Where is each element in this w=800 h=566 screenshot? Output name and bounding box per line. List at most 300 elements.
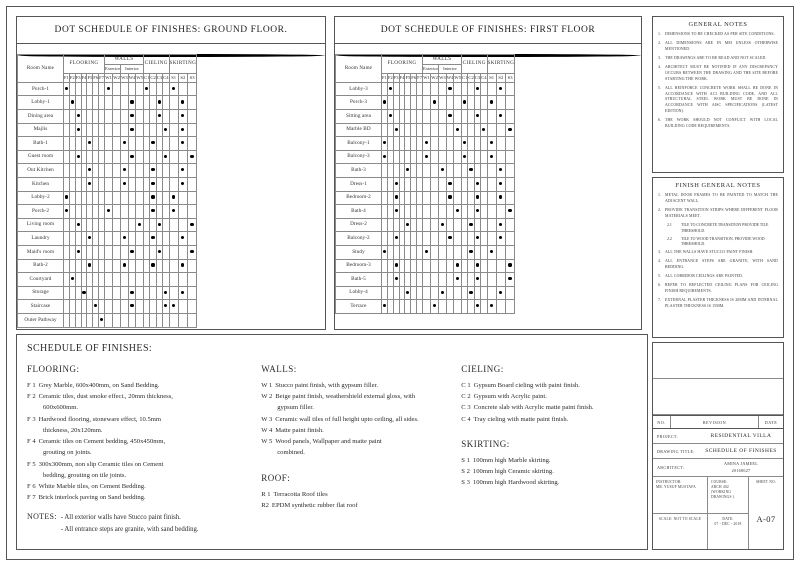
flooring-item-text: Hardwood flooring, stoneware effect, 10.5mm <box>38 415 162 423</box>
table-row[interactable] <box>18 110 197 124</box>
table-row[interactable] <box>336 110 515 124</box>
table-row[interactable] <box>336 245 515 259</box>
dot-cell <box>423 110 431 124</box>
flooring-item-code: F 4 <box>27 438 36 446</box>
skirting-item-text: 100mm high Marble skirting. <box>472 456 551 464</box>
dot-cell <box>169 137 178 151</box>
flooring-item-text: thickness, 20x120mm. <box>43 426 103 434</box>
dot-cell <box>121 123 129 137</box>
dot-cell <box>431 110 439 124</box>
instructor-cell <box>653 477 707 514</box>
title-block <box>652 342 784 550</box>
table-row[interactable] <box>336 218 515 232</box>
course-date-column <box>708 477 749 549</box>
dot-cell <box>454 137 462 151</box>
code-header-w5: W5 <box>454 73 462 82</box>
room-name-cell: Laundry <box>18 232 64 246</box>
dot-cell <box>439 82 447 96</box>
dot-cell <box>105 313 113 327</box>
cieling-heading: CIELING: <box>461 364 504 374</box>
roof-item-list <box>261 490 455 511</box>
flooring-note-line: - All entrance steps are granite, with sand bedding. <box>60 526 199 534</box>
dot-cell <box>121 245 129 259</box>
dot-marker <box>88 168 91 171</box>
table-row[interactable] <box>336 150 515 164</box>
finish-subnote-text: TILE TO CONCRETE TRANSITION PROVIDE TILE THRESHOLD. <box>681 222 769 233</box>
dot-cell <box>496 150 505 164</box>
dot-cell <box>454 164 462 178</box>
dot-marker <box>65 87 68 90</box>
dot-cell <box>128 82 136 96</box>
dot-cell <box>487 232 496 246</box>
dot-cell <box>113 137 121 151</box>
dot-cell <box>423 259 431 273</box>
project-row <box>653 429 783 444</box>
dot-marker <box>151 182 154 185</box>
finish-note <box>658 298 778 310</box>
skirting-item-text: 100mm high Hardwood skirting. <box>472 479 560 487</box>
finish-note <box>658 283 778 295</box>
dot-cell <box>178 177 187 191</box>
dot-marker <box>490 141 493 144</box>
dot-marker <box>499 114 502 117</box>
table-row[interactable] <box>18 218 197 232</box>
dot-cell <box>439 300 447 314</box>
dot-cell <box>487 300 496 314</box>
table-row[interactable] <box>18 96 197 110</box>
architect-id: 20168627 <box>731 467 751 473</box>
dot-marker <box>406 291 409 294</box>
cieling-item-code: C 4 <box>461 415 471 423</box>
dot-cell <box>454 191 462 205</box>
dot-marker <box>190 250 193 253</box>
dot-cell <box>431 205 439 219</box>
dot-cell <box>505 164 514 178</box>
dot-cell <box>505 110 514 124</box>
table-row[interactable] <box>336 177 515 191</box>
dot-cell <box>496 245 505 259</box>
finish-subnote <box>658 223 778 235</box>
dot-cell <box>487 82 496 96</box>
dot-cell <box>187 177 196 191</box>
code-header-w2: W2 <box>113 73 121 82</box>
dot-cell <box>187 137 196 151</box>
dot-cell <box>113 259 121 273</box>
dot-marker <box>395 195 398 198</box>
flooring-item-code: F 5 <box>27 460 36 468</box>
table-row[interactable] <box>18 177 197 191</box>
dot-cell <box>496 191 505 205</box>
dot-cell <box>169 313 178 327</box>
dot-cell <box>187 273 196 287</box>
dot-cell <box>105 177 113 191</box>
dot-marker <box>88 182 91 185</box>
dot-marker <box>425 250 428 253</box>
instructor-scale-column <box>653 477 708 549</box>
dot-marker <box>172 87 175 90</box>
dot-marker <box>395 277 398 280</box>
cieling-item-list <box>461 381 631 425</box>
code-header-f7: F7 <box>417 73 423 82</box>
general-notes-box <box>652 16 784 173</box>
dot-cell <box>487 218 496 232</box>
dot-marker <box>172 304 175 307</box>
dot-marker <box>151 195 154 198</box>
table-row[interactable] <box>336 259 515 273</box>
dot-cell <box>187 259 196 273</box>
dot-cell <box>496 137 505 151</box>
dot-cell <box>496 110 505 124</box>
dot-cell <box>446 123 454 137</box>
table-row[interactable] <box>18 232 197 246</box>
dot-cell <box>121 218 129 232</box>
dot-cell <box>178 286 187 300</box>
dot-cell <box>121 82 129 96</box>
dot-cell <box>431 82 439 96</box>
walls-item <box>261 381 455 391</box>
dot-cell <box>454 82 462 96</box>
roof-item <box>261 490 455 500</box>
walls-sub-header-interior: Interior <box>121 64 144 73</box>
dot-cell <box>136 259 144 273</box>
dot-cell <box>446 110 454 124</box>
dot-cell <box>113 286 121 300</box>
dot-cell <box>121 177 129 191</box>
walls-item <box>261 415 455 425</box>
left-column <box>12 12 652 554</box>
dot-cell <box>487 96 496 110</box>
dot-cell <box>454 150 462 164</box>
dot-cell <box>423 82 431 96</box>
dot-cell <box>505 191 514 205</box>
dot-marker <box>499 168 502 171</box>
group-header-walls: WALLS <box>105 54 144 64</box>
table-row[interactable] <box>336 286 515 300</box>
dot-cell <box>136 110 144 124</box>
dot-cell <box>113 191 121 205</box>
dot-marker <box>151 141 154 144</box>
dot-marker <box>456 277 459 280</box>
table-row[interactable] <box>18 313 197 327</box>
general-note-number: 5. <box>658 85 661 90</box>
dot-cell <box>454 110 462 124</box>
roof-item-code: R2 <box>261 501 269 509</box>
dot-cell <box>169 259 178 273</box>
dot-cell <box>121 205 129 219</box>
legend-title: SCHEDULE OF FINISHES: <box>27 343 153 354</box>
date-label: DATE: <box>722 516 734 521</box>
dot-marker <box>164 291 167 294</box>
general-note-text: THE DRAWINGS ARE TO BE READ AND NOT SCALED. <box>665 55 767 60</box>
table-row[interactable] <box>18 286 197 300</box>
dot-cell <box>128 150 136 164</box>
finish-note-text: ALL THE WALLS HAVE STUCCO PAINT FINISH. <box>665 250 754 255</box>
dot-marker <box>476 304 479 307</box>
room-name-cell: Porch-1 <box>18 82 64 96</box>
dot-cell <box>487 110 496 124</box>
dot-marker <box>181 141 184 144</box>
room-name-cell: Balcony-2 <box>336 232 382 246</box>
roof-item-text: EPDM synthetic rubber flat roof <box>271 501 358 509</box>
code-header-c4: C4 <box>481 73 487 82</box>
dot-cell <box>113 123 121 137</box>
dot-cell <box>431 245 439 259</box>
table-row[interactable] <box>336 232 515 246</box>
dot-cell <box>423 164 431 178</box>
dot-cell <box>113 205 121 219</box>
table-row[interactable] <box>336 300 515 314</box>
dot-marker <box>456 128 459 131</box>
dot-cell <box>187 205 196 219</box>
flooring-item <box>27 415 255 425</box>
dot-marker <box>456 209 459 212</box>
skirting-heading: SKIRTING: <box>461 438 510 449</box>
revision-blank-row[interactable] <box>653 379 783 415</box>
dot-cell <box>439 96 447 110</box>
table-row[interactable] <box>18 300 197 314</box>
table-row[interactable] <box>336 96 515 110</box>
room-name-cell: Outer Pathway <box>18 313 64 327</box>
table-row[interactable] <box>18 273 197 287</box>
dot-cell <box>423 123 431 137</box>
skirting-item-code: S 1 <box>461 456 470 464</box>
dot-marker <box>469 291 472 294</box>
dot-cell <box>487 150 496 164</box>
table-row[interactable] <box>18 191 197 205</box>
dot-cell <box>169 205 178 219</box>
dot-marker <box>181 114 184 117</box>
flooring-item <box>27 392 255 402</box>
dot-cell <box>439 110 447 124</box>
room-name-cell: Lobby-1 <box>18 96 64 110</box>
project-value: RESIDENTIAL VILLA <box>710 433 772 439</box>
dot-marker <box>88 236 91 239</box>
group-header-cieling: CIELING <box>144 54 170 73</box>
general-notes-title: GENERAL NOTES <box>688 21 748 28</box>
table-row[interactable] <box>336 273 515 287</box>
general-note <box>658 32 778 38</box>
revision-blank-row[interactable] <box>653 343 783 379</box>
dot-marker <box>158 114 161 117</box>
finish-subnote-number: 2.1 <box>667 222 672 227</box>
dot-marker <box>508 128 511 131</box>
table-row[interactable] <box>18 245 197 259</box>
dot-cell <box>446 245 454 259</box>
general-note-number: 1. <box>658 32 661 36</box>
dot-cell <box>487 191 496 205</box>
dot-cell <box>496 123 505 137</box>
dot-cell <box>496 273 505 287</box>
dot-cell <box>487 273 496 287</box>
dot-marker <box>130 155 133 158</box>
dot-marker <box>389 114 392 117</box>
dot-marker <box>181 182 184 185</box>
general-note-text: ARCHITECT MUST BE NOTIFIED IF ANY DISCREPANCY OCCURS BETWEEN THE DRAWING AND THE SITE BEFORE STARTING THE WORK. <box>665 65 778 81</box>
dot-cell <box>454 259 462 273</box>
general-note <box>658 65 778 83</box>
dot-marker <box>190 155 193 158</box>
dot-marker <box>463 155 466 158</box>
table-row[interactable] <box>18 164 197 178</box>
revision-rows <box>653 343 783 415</box>
dot-cell <box>423 177 431 191</box>
dot-cell <box>423 137 431 151</box>
dot-cell <box>105 123 113 137</box>
general-note <box>658 86 778 115</box>
dot-marker <box>71 100 74 103</box>
dot-marker <box>448 195 451 198</box>
walls-item-text: combined. <box>277 449 305 457</box>
dot-marker <box>107 87 110 90</box>
general-note-text: DIMENSIONS TO BE CHECKED AS PER SITE CONDITIONS. <box>665 32 775 36</box>
walls-item-text: Matte paint finish. <box>275 426 324 434</box>
dot-cell <box>439 177 447 191</box>
cieling-item-text: Concrete slab with Acrylic matte paint finish. <box>473 404 594 412</box>
room-name-header: Room Name <box>336 54 382 82</box>
dot-cell <box>136 218 144 232</box>
table-row[interactable] <box>18 259 197 273</box>
dot-cell <box>128 164 136 178</box>
room-name-cell: Bath-1 <box>18 137 64 151</box>
architect-name: AMINA JAMEEL <box>723 461 759 467</box>
finish-notes-title: FINISH GENERAL NOTES <box>675 182 761 189</box>
dot-cell <box>187 218 196 232</box>
table-row[interactable] <box>18 205 197 219</box>
room-name-cell: Balcony-3 <box>336 150 382 164</box>
code-header-s1: S1 <box>169 73 178 82</box>
dot-cell <box>439 137 447 151</box>
dot-cell <box>136 286 144 300</box>
dot-cell <box>178 110 187 124</box>
dot-cell <box>136 245 144 259</box>
dot-cell <box>169 218 178 232</box>
cieling-item-text: Gypsum Board cieling with paint finish. <box>473 382 580 389</box>
walls-item-code: W 1 <box>261 382 273 389</box>
table-row[interactable] <box>336 164 515 178</box>
table-row[interactable] <box>18 123 197 137</box>
dot-schedule-tables <box>12 12 652 330</box>
dot-cell <box>136 177 144 191</box>
dot-cell <box>187 164 196 178</box>
code-header-w5: W5 <box>136 73 144 82</box>
dot-marker <box>456 263 459 266</box>
dot-cell <box>105 205 113 219</box>
room-name-cell: Kitchen <box>18 177 64 191</box>
dot-marker <box>476 195 479 198</box>
dot-marker <box>181 100 184 103</box>
dot-cell <box>169 82 178 96</box>
room-name-cell: Bath-4 <box>336 205 382 219</box>
dot-cell <box>187 123 196 137</box>
dot-cell <box>496 259 505 273</box>
sheet-value: A-07 <box>756 513 776 524</box>
walls-item-code: W 2 <box>261 393 273 401</box>
code-header-w3: W3 <box>439 73 447 82</box>
dot-cell <box>178 273 187 287</box>
finish-note-number: 1. <box>658 193 661 197</box>
dot-cell <box>169 96 178 110</box>
dot-cell <box>431 137 439 151</box>
walls-item-code: W 3 <box>261 415 273 423</box>
skirting-item-code: S 2 <box>461 468 470 476</box>
code-header-f5: F5 <box>405 73 411 82</box>
code-header-w4: W4 <box>128 73 136 82</box>
dot-cell <box>136 123 144 137</box>
general-note-number: 2. <box>658 41 661 46</box>
dot-cell <box>113 177 121 191</box>
room-name-cell: Bath-2 <box>18 259 64 273</box>
room-name-cell: Lobby-4 <box>336 286 382 300</box>
skirting-item <box>461 467 631 477</box>
dot-cell <box>496 164 505 178</box>
dot-cell <box>136 205 144 219</box>
flooring-item-text: 300x300mm, non slip Ceramic tiles on Cement <box>38 460 164 468</box>
dot-marker <box>151 263 154 266</box>
table-row[interactable] <box>336 205 515 219</box>
dot-cell <box>178 96 187 110</box>
dot-cell <box>439 273 447 287</box>
code-header-f7: F7 <box>99 73 105 82</box>
dot-marker <box>77 223 80 226</box>
room-name-cell: Bedroom-2 <box>336 191 382 205</box>
general-note-number: 3. <box>658 55 661 60</box>
walls-item <box>261 426 455 436</box>
flooring-item-code: F 6 <box>27 482 36 490</box>
ground-floor-table-title: DOT SCHEDULE OF FINISHES: GROUND FLOOR. <box>17 17 325 44</box>
finish-note-text: ALL CORRIDOR CEILINGS ARE PAINTED. <box>665 274 744 279</box>
dot-marker <box>469 250 472 253</box>
dot-marker <box>151 168 154 171</box>
dot-cell <box>487 123 496 137</box>
flooring-note-line: - All exterior walls have Stucco paint finish. <box>60 514 181 522</box>
first-floor-table-wrap <box>334 16 642 330</box>
dot-cell <box>128 259 136 273</box>
dot-marker <box>130 100 133 103</box>
dot-marker <box>181 168 184 171</box>
dot-cell <box>113 150 121 164</box>
first-floor-dot-table <box>335 54 641 309</box>
finish-note <box>658 208 778 220</box>
dot-cell <box>431 218 439 232</box>
dot-marker <box>499 236 502 239</box>
flooring-item-code: F 7 <box>27 494 36 502</box>
cieling-item-text: Tray cieling with matte paint finish. <box>473 415 569 423</box>
dot-cell <box>136 232 144 246</box>
table-row[interactable] <box>336 137 515 151</box>
dot-cell <box>178 123 187 137</box>
table-row[interactable] <box>336 191 515 205</box>
flooring-item-code: F 3 <box>27 415 36 423</box>
dot-cell <box>446 191 454 205</box>
room-name-cell: Porch-2 <box>18 205 64 219</box>
walls-item-text: gypsum filler. <box>277 404 314 412</box>
table-row[interactable] <box>18 150 197 164</box>
table-row[interactable] <box>18 137 197 151</box>
drawing-title-value: SCHEDULE OF FINISHES <box>705 448 777 454</box>
dot-cell <box>187 245 196 259</box>
dot-cell <box>187 150 196 164</box>
flooring-item <box>27 460 255 470</box>
dot-cell <box>431 286 439 300</box>
dot-marker <box>448 114 451 117</box>
table-row[interactable] <box>18 82 197 96</box>
legend-column-walls <box>261 364 461 541</box>
table-row[interactable] <box>336 123 515 137</box>
dot-cell <box>505 218 514 232</box>
scale-label: SCALE: <box>658 516 673 521</box>
dot-marker <box>395 182 398 185</box>
table-row[interactable] <box>336 82 515 96</box>
